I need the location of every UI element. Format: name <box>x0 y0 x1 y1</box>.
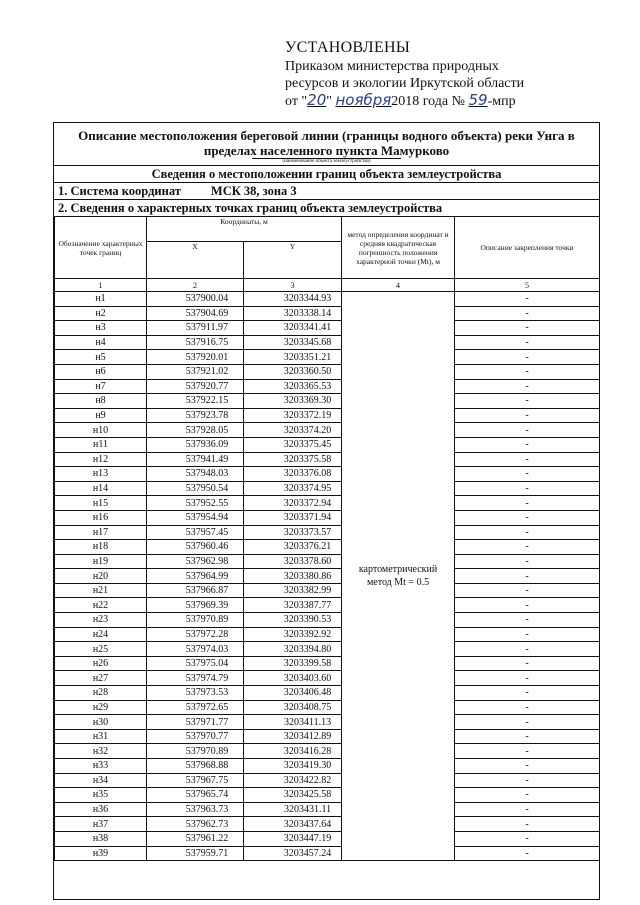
coord-x: 537970.89 <box>147 744 244 759</box>
table-row <box>55 583 600 598</box>
method-cell <box>342 292 455 861</box>
point-id: н30 <box>55 715 147 730</box>
fix-description: - <box>455 335 600 350</box>
table-row <box>55 715 600 730</box>
coord-x: 537936.09 <box>147 437 244 452</box>
point-id: н20 <box>55 569 147 584</box>
coord-x: 537972.28 <box>147 627 244 642</box>
fix-description: - <box>455 408 600 423</box>
fix-description: - <box>455 715 600 730</box>
document-frame <box>53 122 600 900</box>
col-designation-header: Обозначение характерных точек границ <box>55 217 147 279</box>
coord-y: 3203419.30 <box>244 759 342 774</box>
coord-x: 537970.89 <box>147 613 244 628</box>
coord-system-value: МСК 38, зона 3 <box>210 184 297 198</box>
table-row <box>55 423 600 438</box>
coord-y: 3203375.45 <box>244 437 342 452</box>
table-row <box>55 846 600 861</box>
point-id: н33 <box>55 759 147 774</box>
coord-x: 537923.78 <box>147 408 244 423</box>
table-row <box>55 686 600 701</box>
coord-y: 3203403.60 <box>244 671 342 686</box>
table-row <box>55 656 600 671</box>
coord-y: 3203392.92 <box>244 627 342 642</box>
point-id: н8 <box>55 394 147 409</box>
coord-x: 537964.99 <box>147 569 244 584</box>
coord-y: 3203380.86 <box>244 569 342 584</box>
fix-description: - <box>455 686 600 701</box>
point-id: н7 <box>55 379 147 394</box>
point-id: н2 <box>55 306 147 321</box>
method-line-2: метод Mt = 0.5 <box>366 577 430 589</box>
coord-y: 3203376.08 <box>244 467 342 482</box>
fix-description: - <box>455 496 600 511</box>
point-id: н25 <box>55 642 147 657</box>
coord-x: 537963.73 <box>147 802 244 817</box>
coord-x: 537971.77 <box>147 715 244 730</box>
coord-x: 537974.03 <box>147 642 244 657</box>
fix-description: - <box>455 788 600 803</box>
table-row <box>55 496 600 511</box>
coord-y: 3203447.19 <box>244 831 342 846</box>
point-id: н11 <box>55 437 147 452</box>
coord-x: 537962.73 <box>147 817 244 832</box>
col-num-3: 3 <box>244 279 342 292</box>
table-row <box>55 802 600 817</box>
point-id: н24 <box>55 627 147 642</box>
coord-y: 3203372.19 <box>244 408 342 423</box>
coord-x: 537960.46 <box>147 540 244 555</box>
coord-x: 537970.77 <box>147 729 244 744</box>
fix-description: - <box>455 700 600 715</box>
coord-x: 537967.75 <box>147 773 244 788</box>
fix-description: - <box>455 306 600 321</box>
point-id: н15 <box>55 496 147 511</box>
table-row <box>55 540 600 555</box>
fix-description: - <box>455 540 600 555</box>
coord-x: 537965.74 <box>147 788 244 803</box>
table-row <box>55 831 600 846</box>
approved-heading: УСТАНОВЛЕНЫ <box>285 39 411 56</box>
point-id: н32 <box>55 744 147 759</box>
point-id: н23 <box>55 613 147 628</box>
point-id: н29 <box>55 700 147 715</box>
document-title: Описание местоположения береговой линии (границы водного объекта) реки Унга в пределах населенного пункта Мамурково <box>78 128 575 158</box>
col-num-1: 1 <box>55 279 147 292</box>
coord-y: 3203412.89 <box>244 729 342 744</box>
fix-description: - <box>455 773 600 788</box>
coord-y: 3203382.99 <box>244 583 342 598</box>
fix-description: - <box>455 292 600 307</box>
point-id: н34 <box>55 773 147 788</box>
point-id: н18 <box>55 540 147 555</box>
coord-y: 3203344.93 <box>244 292 342 307</box>
coord-y: 3203360.50 <box>244 364 342 379</box>
coord-x: 537911.97 <box>147 321 244 336</box>
point-id: н26 <box>55 656 147 671</box>
table-row <box>55 700 600 715</box>
coord-y: 3203341.41 <box>244 321 342 336</box>
coord-system-label: 1. Система координат <box>58 184 181 198</box>
coord-y: 3203437.64 <box>244 817 342 832</box>
coord-y: 3203422.82 <box>244 773 342 788</box>
coord-x: 537921.02 <box>147 364 244 379</box>
fix-description: - <box>455 817 600 832</box>
coord-x: 537962.98 <box>147 554 244 569</box>
coord-y: 3203369.30 <box>244 394 342 409</box>
table-row <box>55 364 600 379</box>
point-id: н3 <box>55 321 147 336</box>
coord-y: 3203376.21 <box>244 540 342 555</box>
coord-x: 537952.55 <box>147 496 244 511</box>
coord-y: 3203394.80 <box>244 642 342 657</box>
table-row <box>55 744 600 759</box>
table-row <box>55 569 600 584</box>
point-id: н16 <box>55 510 147 525</box>
fix-description: - <box>455 467 600 482</box>
table-row <box>55 335 600 350</box>
col-num-4: 4 <box>342 279 455 292</box>
point-id: н38 <box>55 831 147 846</box>
col-num-5: 5 <box>455 279 600 292</box>
fix-description: - <box>455 583 600 598</box>
point-id: н9 <box>55 408 147 423</box>
fix-description: - <box>455 510 600 525</box>
coord-y: 3203411.13 <box>244 715 342 730</box>
col-y-header: Y <box>244 242 342 279</box>
table-row <box>55 671 600 686</box>
coord-y: 3203374.20 <box>244 423 342 438</box>
coord-x: 537920.01 <box>147 350 244 365</box>
point-id: н12 <box>55 452 147 467</box>
coord-y: 3203406.48 <box>244 686 342 701</box>
coord-y: 3203374.95 <box>244 481 342 496</box>
date-mid: " <box>326 94 332 109</box>
coord-x: 537904.69 <box>147 306 244 321</box>
handwritten-month: ноября <box>335 91 392 109</box>
table-row <box>55 437 600 452</box>
coord-x: 537941.49 <box>147 452 244 467</box>
table-row <box>55 627 600 642</box>
point-id: н22 <box>55 598 147 613</box>
table-row <box>55 306 600 321</box>
points-heading: 2. Сведения о характерных точках границ объекта землеустройства <box>54 199 599 216</box>
points-table <box>54 216 600 861</box>
coord-y: 3203457.24 <box>244 846 342 861</box>
fix-description: - <box>455 569 600 584</box>
coord-x: 537920.77 <box>147 379 244 394</box>
fix-description: - <box>455 554 600 569</box>
point-id: н10 <box>55 423 147 438</box>
table-row <box>55 642 600 657</box>
table-row <box>55 350 600 365</box>
coord-x: 537975.04 <box>147 656 244 671</box>
fix-description: - <box>455 364 600 379</box>
coord-x: 537959.71 <box>147 846 244 861</box>
table-row <box>55 408 600 423</box>
table-row <box>55 554 600 569</box>
handwritten-day: 20 <box>307 91 327 109</box>
coord-x: 537966.87 <box>147 583 244 598</box>
approval-stamp <box>285 38 615 110</box>
coord-x: 537954.94 <box>147 510 244 525</box>
point-id: н37 <box>55 817 147 832</box>
coord-y: 3203390.53 <box>244 613 342 628</box>
point-id: н35 <box>55 788 147 803</box>
table-row <box>55 481 600 496</box>
coord-y: 3203338.14 <box>244 306 342 321</box>
fix-description: - <box>455 525 600 540</box>
coord-x: 537900.04 <box>147 292 244 307</box>
fix-description: - <box>455 729 600 744</box>
fix-description: - <box>455 846 600 861</box>
method-line-1: картометрический <box>358 564 438 576</box>
coord-y: 3203345.68 <box>244 335 342 350</box>
table-row <box>55 292 600 307</box>
order-date-line <box>285 92 615 110</box>
coord-x: 537950.54 <box>147 481 244 496</box>
fix-description: - <box>455 598 600 613</box>
col-coords-header: Координаты, м <box>147 217 342 242</box>
fix-description: - <box>455 831 600 846</box>
date-prefix: от " <box>285 94 308 109</box>
order-line-2: ресурсов и экологии Иркутской области <box>285 76 525 91</box>
coord-x: 537972.65 <box>147 700 244 715</box>
fix-description: - <box>455 437 600 452</box>
title-note-text: (наименование объекта землеустройства) <box>252 158 400 164</box>
fix-description: - <box>455 802 600 817</box>
fix-description: - <box>455 321 600 336</box>
coord-y: 3203431.11 <box>244 802 342 817</box>
table-row <box>55 321 600 336</box>
point-id: н17 <box>55 525 147 540</box>
fix-description: - <box>455 379 600 394</box>
table-row <box>55 452 600 467</box>
fix-description: - <box>455 350 600 365</box>
col-x-header: X <box>147 242 244 279</box>
coord-y: 3203378.60 <box>244 554 342 569</box>
coord-y: 3203372.94 <box>244 496 342 511</box>
coord-x: 537922.15 <box>147 394 244 409</box>
coord-x: 537957.45 <box>147 525 244 540</box>
table-row <box>55 525 600 540</box>
fix-description: - <box>455 744 600 759</box>
coord-x: 537961.22 <box>147 831 244 846</box>
coord-y: 3203365.53 <box>244 379 342 394</box>
table-row <box>55 817 600 832</box>
table-row <box>55 510 600 525</box>
point-id: н14 <box>55 481 147 496</box>
table-row <box>55 759 600 774</box>
coord-x: 537916.75 <box>147 335 244 350</box>
point-id: н28 <box>55 686 147 701</box>
point-id: н19 <box>55 554 147 569</box>
table-row <box>55 788 600 803</box>
coord-system-row <box>54 182 599 199</box>
order-line-1: Приказом министерства природных <box>285 59 499 74</box>
col-method-header: метод определения координат и средняя квадратическая погрешность положения характерной точки (Mt), м <box>342 217 455 279</box>
table-row <box>55 379 600 394</box>
fix-description: - <box>455 656 600 671</box>
coord-x: 537968.88 <box>147 759 244 774</box>
fix-description: - <box>455 671 600 686</box>
coord-y: 3203416.28 <box>244 744 342 759</box>
coord-x: 537974.79 <box>147 671 244 686</box>
point-id: н1 <box>55 292 147 307</box>
coord-x: 537928.05 <box>147 423 244 438</box>
point-id: н31 <box>55 729 147 744</box>
coord-y: 3203425.58 <box>244 788 342 803</box>
table-row <box>55 467 600 482</box>
coord-y: 3203351.21 <box>244 350 342 365</box>
fix-description: - <box>455 423 600 438</box>
year-text: 2018 года № <box>391 94 465 109</box>
coord-y: 3203399.58 <box>244 656 342 671</box>
fix-description: - <box>455 613 600 628</box>
point-id: н6 <box>55 364 147 379</box>
fix-description: - <box>455 452 600 467</box>
col-fix-header: Описание закрепления точки <box>455 217 600 279</box>
table-row <box>55 729 600 744</box>
fix-description: - <box>455 627 600 642</box>
fix-description: - <box>455 481 600 496</box>
point-id: н4 <box>55 335 147 350</box>
coord-y: 3203408.75 <box>244 700 342 715</box>
col-num-2: 2 <box>147 279 244 292</box>
fix-description: - <box>455 642 600 657</box>
coord-x: 537948.03 <box>147 467 244 482</box>
point-id: н36 <box>55 802 147 817</box>
point-id: н21 <box>55 583 147 598</box>
coord-y: 3203371.94 <box>244 510 342 525</box>
table-row <box>55 598 600 613</box>
table-row <box>55 613 600 628</box>
section-heading: Сведения о местоположении границ объекта землеустройства <box>54 165 599 182</box>
fix-description: - <box>455 759 600 774</box>
fix-description: - <box>455 394 600 409</box>
point-id: н27 <box>55 671 147 686</box>
coord-y: 3203373.57 <box>244 525 342 540</box>
coord-y: 3203375.58 <box>244 452 342 467</box>
coord-x: 537973.53 <box>147 686 244 701</box>
coord-y: 3203387.77 <box>244 598 342 613</box>
coord-x: 537969.39 <box>147 598 244 613</box>
point-id: н5 <box>55 350 147 365</box>
table-row <box>55 394 600 409</box>
point-id: н13 <box>55 467 147 482</box>
number-suffix: -мпр <box>487 94 516 109</box>
point-id: н39 <box>55 846 147 861</box>
handwritten-number: 59 <box>468 91 488 109</box>
table-row <box>55 773 600 788</box>
